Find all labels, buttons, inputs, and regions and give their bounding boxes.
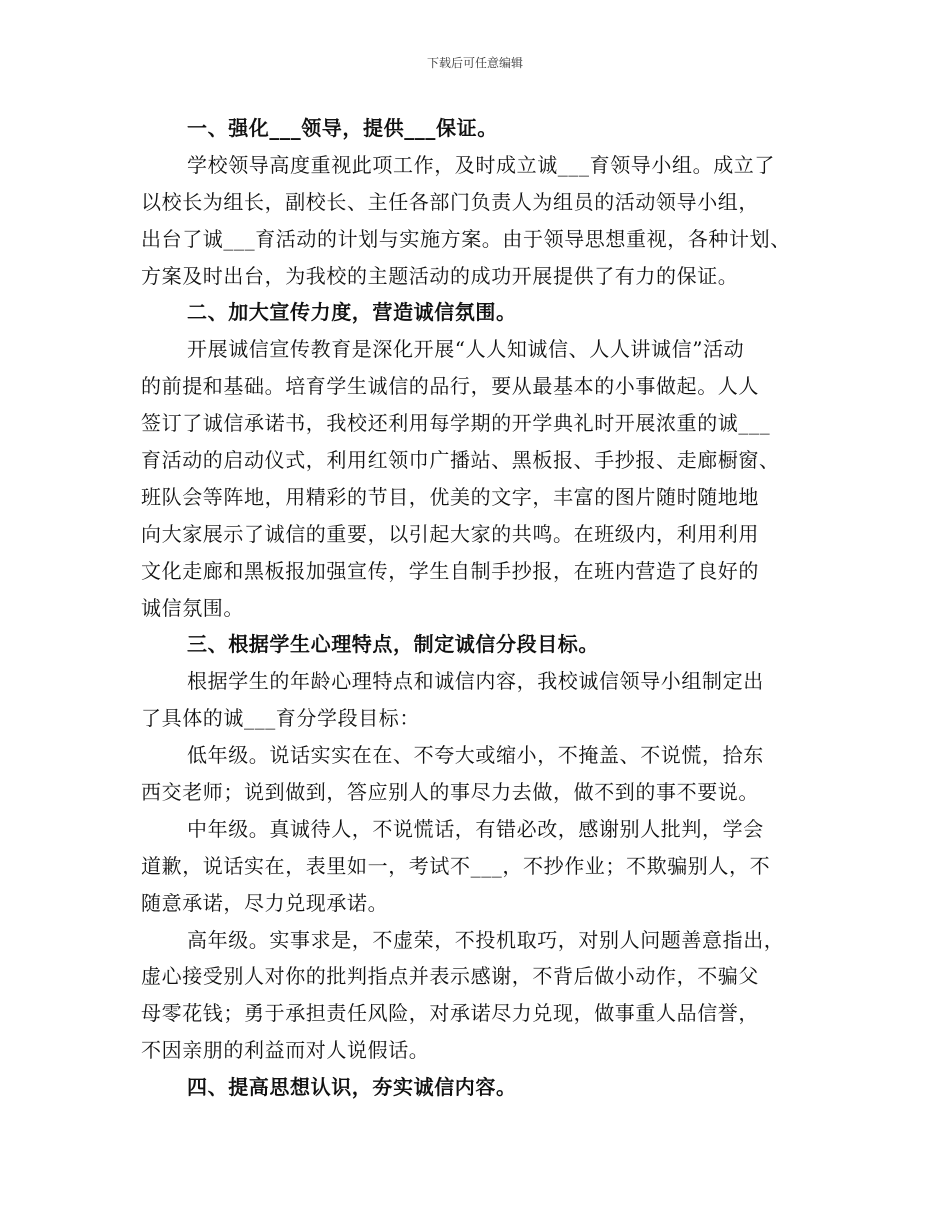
section-heading-1: 一、强化___领导，提供___保证。 [187,116,498,140]
section-heading-3: 三、根据学生心理特点，制定诚信分段目标。 [187,632,599,657]
paragraph-line: 育活动的启动仪式，利用红领巾广播站、黑板报、手抄报、走廊橱窗、 [141,448,780,473]
paragraph-line: 随意承诺，尽力兑现承诺。 [141,890,389,915]
paragraph-line: 诚信氛围。 [141,595,244,620]
paragraph-line: 班队会等阵地，用精彩的节目，优美的文字，丰富的图片随时随地地 [141,484,759,509]
paragraph-line: 学校领导高度重视此项工作，及时成立诚___育领导小组。成立了 [187,152,775,177]
paragraph-line: 向大家展示了诚信的重要，以引起大家的共鸣。在班级内，利用利用 [141,521,759,546]
document-body [141,110,831,1106]
paragraph-line: 西交老师；说到做到，答应别人的事尽力去做，做不到的事不要说。 [141,780,759,805]
paragraph-line: 道歉，说话实在，表里如一，考试不___，不抄作业；不欺骗别人，不 [141,853,771,878]
paragraph-line: 不因亲朋的利益而对人说假话。 [141,1038,430,1063]
section-heading-4: 四、提高思想认识，夯实诚信内容。 [187,1075,517,1100]
paragraph-line: 了具体的诚___育分学段目标： [141,706,420,731]
paragraph-line: 虚心接受别人对你的批判指点并表示感谢，不背后做小动作，不骗父 [141,964,759,989]
paragraph-line: 出台了诚___育活动的计划与实施方案。由于领导思想重视，各种计划、 [141,226,791,251]
paragraph-line: 低年级。说话实实在在、不夸大或缩小，不掩盖、不说慌，拾东 [187,743,764,768]
paragraph-line: 中年级。真诚待人，不说慌话，有错必改，感谢别人批判，学会 [187,816,764,841]
page-header-note: 下载后可任意编辑 [426,56,523,70]
paragraph-line: 签订了诚信承诺书，我校还利用每学期的开学典礼时开展浓重的诚___ [141,411,771,436]
paragraph-line: 高年级。实事求是，不虚荣，不投机取巧，对别人问题善意指出， [187,927,785,952]
paragraph-line: 开展诚信宣传教育是深化开展“人人知诚信、人人讲诚信”活动 [187,337,745,362]
paragraph-line: 方案及时出台，为我校的主题活动的成功开展提供了有力的保证。 [141,263,739,288]
paragraph-line: 根据学生的年龄心理特点和诚信内容，我校诚信领导小组制定出 [187,669,764,694]
section-heading-2: 二、加大宣传力度，营造诚信氛围。 [187,300,517,325]
paragraph-line: 以校长为组长，副校长、主任各部门负责人为组员的活动领导小组， [141,189,759,214]
paragraph-line: 文化走廊和黑板报加强宣传，学生自制手抄报，在班内营造了良好的 [141,558,759,583]
paragraph-line: 的前提和基础。培育学生诚信的品行，要从最基本的小事做起。人人 [141,374,759,399]
paragraph-line: 母零花钱；勇于承担责任风险，对承诺尽力兑现，做事重人品信誉， [141,1001,759,1026]
